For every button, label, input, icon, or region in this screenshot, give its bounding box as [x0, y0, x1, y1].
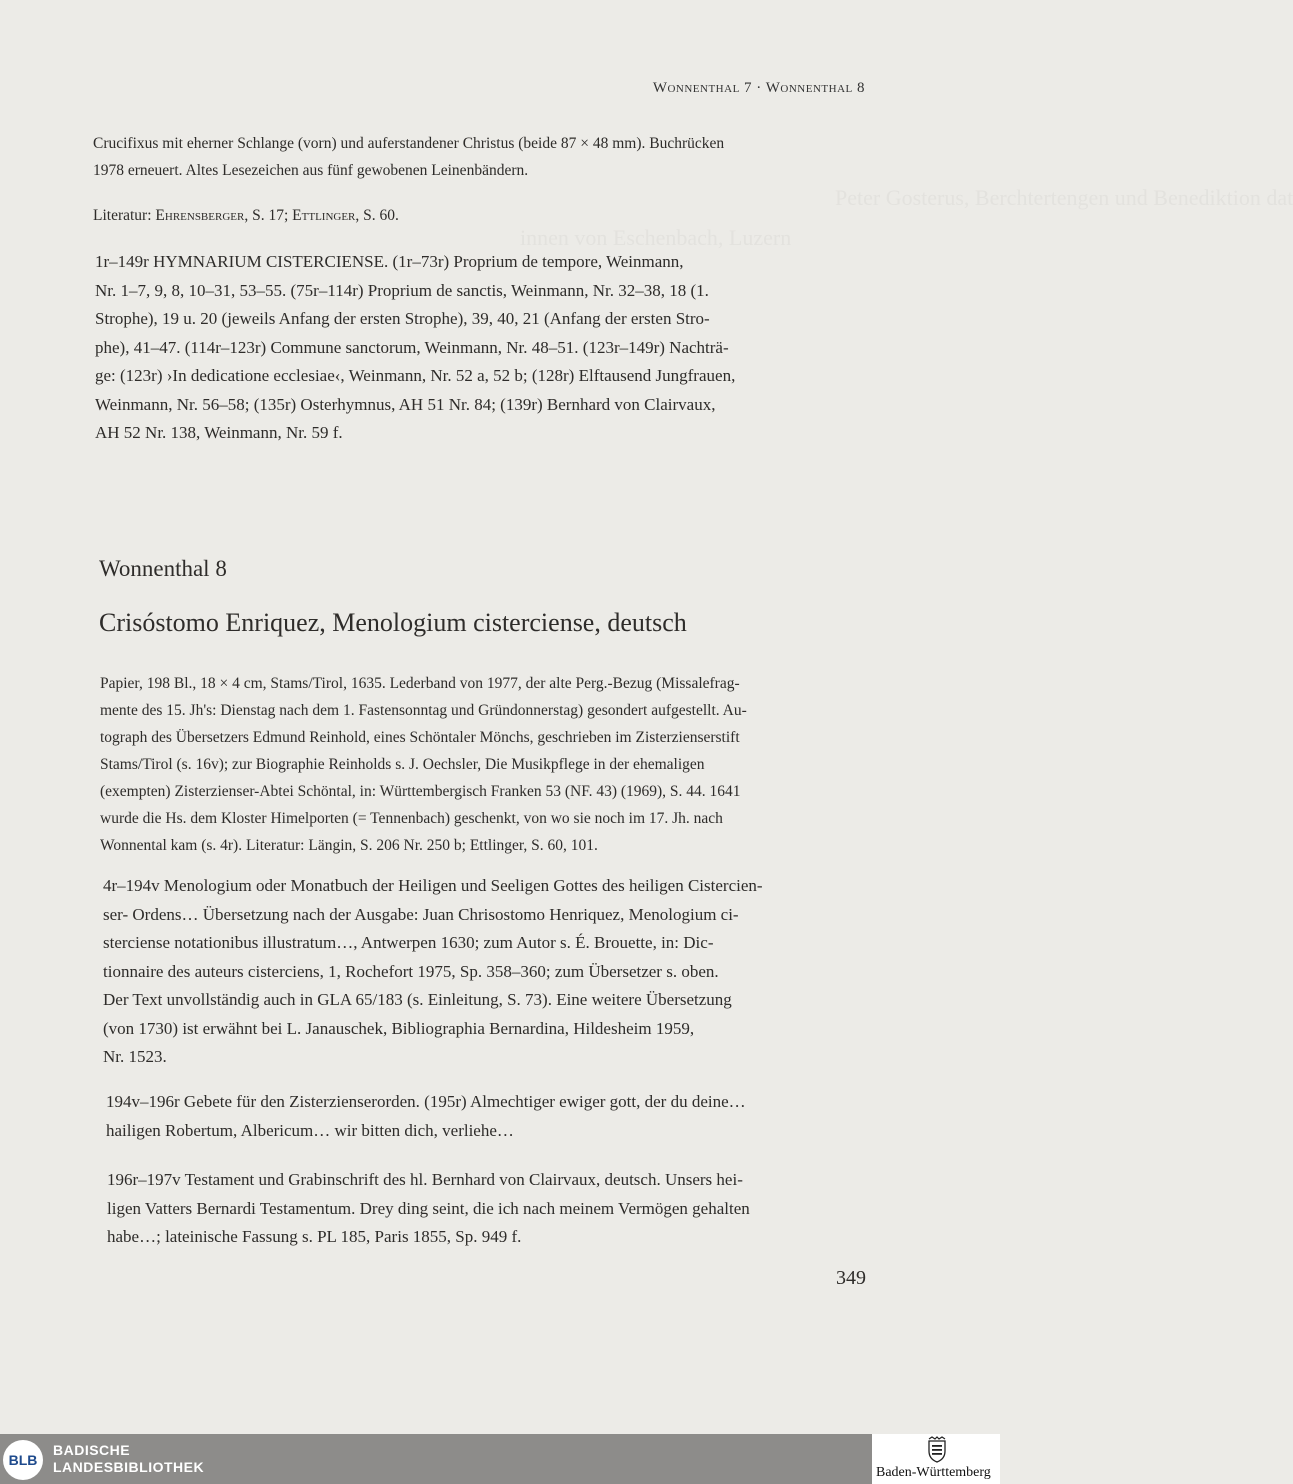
text-line: 4r–194v Menologium oder Monatbuch der Heiligen und Seeligen Gottes des heiligen Cistercien-: [103, 876, 763, 895]
section-title: Crisóstomo Enriquez, Menologium cisterciense, deutsch: [99, 608, 687, 637]
text-line: Strophe), 19 u. 20 (jeweils Anfang der ersten Strophe), 39, 40, 21 (Anfang der ersten Stro-: [95, 309, 710, 328]
text-line: wurde die Hs. dem Kloster Himelporten (= Tennenbach) geschenkt, von wo sie noch im 17. Jh. nach: [100, 810, 723, 827]
state-logo-box: [872, 1434, 1000, 1484]
gebete-paragraph: [106, 1088, 876, 1145]
citation: , S. 60.: [355, 207, 399, 224]
hymnarium-paragraph: [95, 248, 863, 448]
text-line: ligen Vatters Bernardi Testamentum. Drey ding seint, die ich nach meinem Vermögen gehalten: [107, 1198, 750, 1218]
text-line: phe), 41–47. (114r–123r) Commune sanctorum, Weinmann, Nr. 48–51. (123r–149r) Nachträ-: [95, 337, 729, 357]
state-name: Baden-Württemberg: [876, 1465, 991, 1480]
blb-logo: BLB: [3, 1440, 43, 1480]
description-paragraph: [100, 670, 870, 859]
coat-of-arms-icon: [926, 1437, 948, 1463]
text-line: habe…; lateinische Fassung s. PL 185, Paris 1855, Sp. 949 f.: [107, 1227, 522, 1246]
library-name-line: BADISCHE: [53, 1442, 131, 1458]
literature-label: Literatur:: [93, 207, 156, 224]
text-line: 196r–197v Testament und Grabinschrift des hl. Bernhard von Clairvaux, deutsch. Unsers hei-: [107, 1170, 743, 1189]
page-number: 349: [836, 1267, 866, 1289]
text-line: tograph des Übersetzers Edmund Reinhold, eines Schöntaler Mönchs, geschrieben im Zisterzienserstift: [100, 729, 740, 746]
intro-paragraph: [93, 130, 863, 184]
section-label: Wonnenthal 8: [99, 556, 227, 581]
bleed-through-text: Peter Gosterus, Berchtertengen und Benediktion dat: [835, 185, 1293, 210]
text-line: Weinmann, Nr. 56–58; (135r) Osterhymnus, AH 51 Nr. 84; (139r) Bernhard von Clairvaux,: [95, 394, 716, 414]
text-line: Wonnental kam (s. 4r). Literatur: Längin, S. 206 Nr. 250 b; Ettlinger, S. 60, 101.: [100, 837, 598, 854]
text-line: 1r–149r HYMNARIUM CISTERCIENSE. (1r–73r) Proprium de tempore, Weinmann,: [95, 252, 684, 271]
author-name: Ettlinger: [292, 207, 356, 224]
running-head: Wonnenthal 7 · Wonnenthal 8: [652, 80, 865, 96]
text-line: hailigen Robertum, Albericum… wir bitten dich, verliehe…: [106, 1120, 514, 1140]
text-line: Der Text unvollständig auch in GLA 65/183 (s. Einleitung, S. 73). Eine weitere Übersetzung: [103, 990, 732, 1009]
text-line: Stams/Tirol (s. 16v); zur Biographie Reinholds s. J. Oechsler, Die Musikpflege in der ehemaligen: [100, 756, 705, 773]
text-line: ser- Ordens… Übersetzung nach der Ausgabe: Juan Chrisostomo Henriquez, Menologium ci-: [103, 904, 739, 924]
text-line: 1978 erneuert. Altes Lesezeichen aus fünf gewobenen Leinenbändern.: [93, 162, 529, 179]
text-line: (von 1730) ist erwähnt bei L. Janauschek, Bibliographia Bernardina, Hildesheim 1959,: [103, 1018, 695, 1038]
menologium-paragraph: [103, 872, 873, 1072]
text-line: ge: (123r) ›In dedicatione ecclesiae‹, Weinmann, Nr. 52 a, 52 b; (128r) Elftausend Jungfrauen,: [95, 366, 736, 385]
text-line: AH 52 Nr. 138, Weinmann, Nr. 59 f.: [95, 423, 343, 442]
author-name: Ehrensberger: [155, 207, 245, 224]
text-line: tionnaire des auteurs cisterciens, 1, Rochefort 1975, Sp. 358–360; zum Übersetzer s. oben.: [103, 961, 719, 981]
text-line: 194v–196r Gebete für den Zisterzienserorden. (195r) Almechtiger ewiger gott, der du deine…: [106, 1092, 746, 1111]
library-name: [53, 1442, 204, 1476]
footer-bar: [0, 1434, 1000, 1484]
text-line: (exempten) Zisterzienser-Abtei Schöntal, in: Württembergisch Franken 53 (NF. 43) (1969), S. 44. 1641: [100, 783, 741, 800]
text-line: Nr. 1523.: [103, 1047, 167, 1066]
literature-line: [93, 202, 693, 229]
testament-paragraph: [107, 1166, 877, 1252]
text-line: Crucifixus mit eherner Schlange (vorn) und auferstandener Christus (beide 87 × 48 mm). Buchrücken: [93, 135, 725, 152]
text-line: sterciense notationibus illustratum…, Antwerpen 1630; zum Autor s. É. Brouette, in: Dic-: [103, 933, 714, 952]
text-line: mente des 15. Jh's: Dienstag nach dem 1. Fastensonntag und Gründonnerstag) gesondert aufgestellt. Au-: [100, 702, 747, 719]
text-line: Papier, 198 Bl., 18 × 4 cm, Stams/Tirol, 1635. Lederband von 1977, der alte Perg.-Bezug (Missalefrag-: [100, 675, 740, 692]
library-name-line: LANDESBIBLIOTHEK: [53, 1459, 205, 1475]
text-line: Nr. 1–7, 9, 8, 10–31, 53–55. (75r–114r) Proprium de sanctis, Weinmann, Nr. 32–38, 18 (1.: [95, 280, 709, 300]
bleed-through-text: innen von Eschenbach, Luzern: [520, 225, 792, 250]
citation: , S. 17;: [244, 207, 293, 224]
